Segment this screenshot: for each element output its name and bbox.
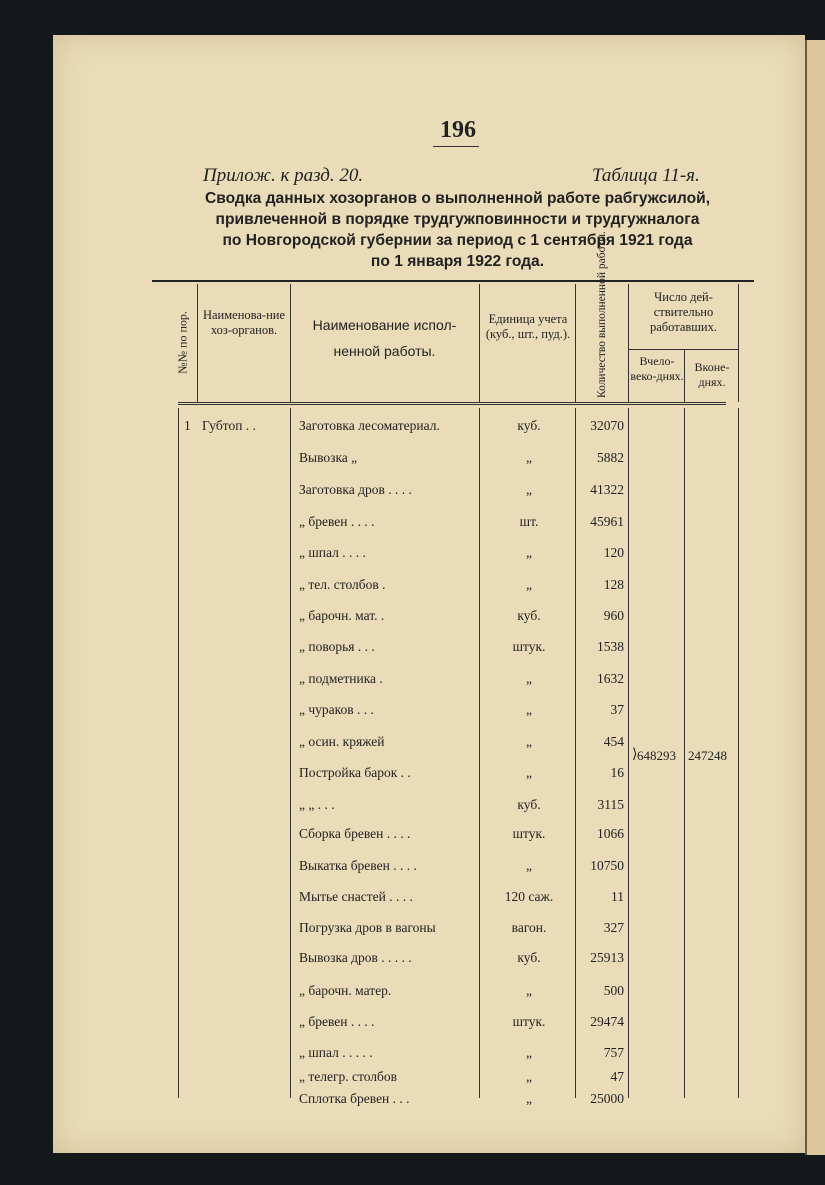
- quantity-cell: 1632: [597, 671, 624, 686]
- work-cell: „ „ . . .: [299, 797, 335, 812]
- work-cell: „ чураков . . .: [299, 702, 374, 717]
- quantity-cell: 3115: [597, 797, 624, 812]
- quantity-cell: 960: [603, 608, 624, 623]
- header-man-days: Вчело-веко-днях.: [630, 354, 684, 383]
- work-cell: Заготовка дров . . . .: [299, 482, 412, 497]
- unit-cell: куб.: [517, 950, 541, 965]
- quantity-cell: 25913: [590, 950, 624, 965]
- header-bottom-rule: [178, 402, 726, 405]
- quantity-cell: 1538: [597, 639, 624, 654]
- quantity-cell: 1066: [597, 826, 624, 841]
- header-org-name: Наименова-ние хоз-органов.: [202, 308, 286, 337]
- title-line: привлеченной в порядке трудгужповинности и трудгужналога: [215, 211, 700, 228]
- unit-cell: „: [526, 858, 532, 873]
- unit-cell: „: [526, 450, 532, 465]
- quantity-cell: 757: [603, 1045, 624, 1060]
- work-cell: „ тел. столбов .: [299, 577, 386, 592]
- table-title: [145, 188, 770, 272]
- header-divider: [738, 284, 739, 402]
- unit-cell: штук.: [512, 1014, 546, 1029]
- work-cell: Вывозка „: [299, 450, 358, 465]
- quantity-cell: 37: [610, 702, 624, 717]
- brace-mark: ⟩: [632, 747, 638, 762]
- header-horse-days: Вконе-днях.: [694, 360, 730, 389]
- unit-cell: „: [526, 1069, 532, 1084]
- work-cell: „ поворья . . .: [299, 639, 375, 654]
- quantity-cell: 120: [603, 545, 624, 560]
- unit-cell: шт.: [519, 514, 539, 529]
- work-cell: „ шпал . . . .: [299, 545, 366, 560]
- quantity-cell: 454: [603, 734, 624, 749]
- quantity-cell: 10750: [590, 858, 624, 873]
- total-horse-days: 247248: [688, 748, 727, 763]
- unit-cell: вагон.: [511, 920, 547, 935]
- work-cell: „ бревен . . . .: [299, 514, 375, 529]
- unit-cell: „: [526, 482, 532, 497]
- quantity-cell: 25000: [590, 1091, 624, 1106]
- quantity-cell: 45961: [590, 514, 624, 529]
- body-divider: [178, 408, 179, 1098]
- org-name: Губтоп . .: [202, 418, 256, 433]
- header-divider: [197, 284, 198, 402]
- unit-cell: „: [526, 671, 532, 686]
- work-cell: Сборка бревен . . . .: [299, 826, 411, 841]
- header-divider: [628, 284, 629, 402]
- work-cell: „ подметника .: [299, 671, 383, 686]
- table-number: Таблица 11-я.: [592, 165, 700, 186]
- unit-cell: „: [526, 1091, 532, 1106]
- unit-cell: „: [526, 702, 532, 717]
- header-unit: Единица учета (куб., шт., пуд.).: [485, 312, 571, 341]
- work-cell: „ барочн. мат. .: [299, 608, 385, 623]
- total-man-days: 648293: [637, 748, 676, 763]
- body-divider: [290, 408, 291, 1098]
- header-divider: [290, 284, 291, 402]
- unit-cell: „: [526, 734, 532, 749]
- quantity-cell: 327: [603, 920, 624, 935]
- header-divider: [575, 284, 576, 402]
- title-line: Сводка данных хозорганов о выполненной работе рабгужсилой,: [204, 190, 711, 207]
- quantity-cell: 5882: [597, 450, 624, 465]
- quantity-cell: 16: [610, 765, 624, 780]
- quantity-cell: 128: [603, 577, 624, 592]
- quantity-cell: 29474: [590, 1014, 624, 1029]
- work-cell: Постройка барок . .: [299, 765, 411, 780]
- header-quantity: Количество выполненной работы.: [596, 231, 608, 398]
- unit-cell: куб.: [517, 797, 541, 812]
- header-work-name: Наименование испол-ненной работы.: [312, 317, 457, 359]
- work-cell: Выкатка бревен . . . .: [299, 858, 417, 873]
- page-number-underline: [433, 146, 479, 147]
- quantity-cell: 11: [611, 889, 624, 904]
- work-cell: „ шпал . . . . .: [299, 1045, 373, 1060]
- header-divider: [684, 350, 685, 402]
- body-divider: [684, 408, 685, 1098]
- unit-cell: куб.: [517, 418, 541, 433]
- title-line: по 1 января 1922 года.: [370, 253, 545, 270]
- work-cell: „ барочн. матер.: [299, 983, 392, 998]
- header-workers: Число дей-ствительно работавших.: [650, 290, 717, 334]
- quantity-cell: 47: [610, 1069, 624, 1084]
- unit-cell: 120 саж.: [504, 889, 554, 904]
- header-row-number: №№ по пор.: [175, 311, 190, 374]
- work-cell: Заготовка лесоматериал.: [299, 418, 440, 433]
- unit-cell: „: [526, 545, 532, 560]
- work-cell: Мытье снастей . . . .: [299, 889, 413, 904]
- quantity-cell: 41322: [590, 482, 624, 497]
- work-cell: Вывозка дров . . . . .: [299, 950, 412, 965]
- unit-cell: штук.: [512, 826, 546, 841]
- work-cell: Погрузка дров в вагоны: [299, 920, 436, 935]
- body-divider: [479, 408, 480, 1098]
- page-number: 196: [440, 117, 476, 143]
- appendix-reference: Прилож. к разд. 20.: [203, 165, 364, 186]
- unit-cell: „: [526, 1045, 532, 1060]
- table-top-rule: [152, 280, 754, 282]
- body-divider: [738, 408, 739, 1098]
- adjacent-page-edge: [805, 40, 825, 1155]
- unit-cell: „: [526, 765, 532, 780]
- work-cell: „ бревен . . . .: [299, 1014, 375, 1029]
- unit-cell: „: [526, 983, 532, 998]
- work-cell: „ осин. кряжей: [299, 734, 385, 749]
- row-number: 1: [184, 418, 191, 433]
- work-cell: Сплотка бревен . . .: [299, 1091, 410, 1106]
- unit-cell: куб.: [517, 608, 541, 623]
- quantity-cell: 500: [603, 983, 624, 998]
- header-subrule: [628, 349, 738, 350]
- work-cell: „ телегр. столбов: [299, 1069, 398, 1084]
- title-line: по Новгородской губернии за период с 1 сентября 1921 года: [222, 232, 693, 249]
- unit-cell: „: [526, 577, 532, 592]
- body-divider: [628, 408, 629, 1098]
- quantity-cell: 32070: [590, 418, 624, 433]
- header-divider: [479, 284, 480, 402]
- unit-cell: штук.: [512, 639, 546, 654]
